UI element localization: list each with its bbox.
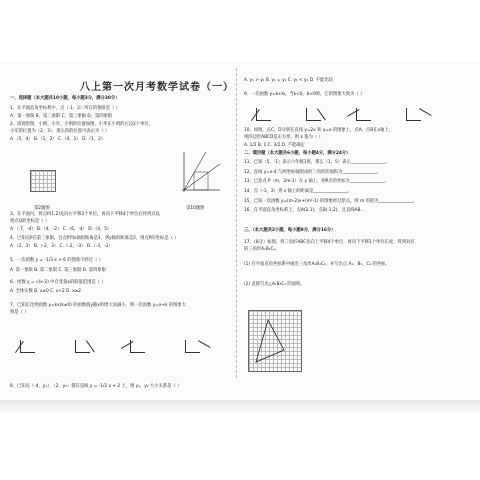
left-text-line: A.（2，3） B.（-2，3） C.（-2，-3） D.（-3，-2） <box>10 244 113 249</box>
right-text-line: 13、已知点 P（m，2m-1）在 y 轴上，则P点的坐标为________________。 <box>244 179 389 184</box>
q7-option-b-graph <box>75 340 90 353</box>
q9-option-c-graph <box>356 108 371 121</box>
right-text-line: 的三角形A₁B₁C₁。 <box>244 247 280 252</box>
right-text-line: (1) 在平面直角坐标系中画出三角形A₁B₁C₁，并写出点 A₁、B₁、C₁ 的坐标。 <box>244 262 390 267</box>
q2-figure-caption: 第2题图 <box>34 206 50 211</box>
left-text-line: 7、已知正比例函数 y=kx(k≠0) 的函数值y随x的增大而减小，则一次函数 y=x+k 的图象大 <box>10 303 187 308</box>
left-text-line: 一、选择题（本大题共10小题，每小题3分，满分30分） <box>10 96 120 101</box>
left-text-line: 3、在平面内，将点P(1,2)先向右平移3个单位，再向下平移4个单位后得到点Q， <box>10 212 164 217</box>
right-text-line: 10、如图，点C，D分别在直线 y=2x 和 y=x 的图象上，点A，点B在x轴上， <box>244 128 393 133</box>
q7-option-d-graph <box>185 340 200 353</box>
q10-figure-caption: 第10题图 <box>186 206 205 211</box>
left-text-line: 6、函数 y = √(x-2) 中自变量x的取值范围是（ ） <box>10 280 106 285</box>
left-text-line: A、第一象限 B、第二象限 C、第三象限 D、第四象限 <box>10 114 113 119</box>
right-text-line: 14、点（-3，2）到 x 轴上的距离是________________。 <box>244 189 352 194</box>
right-text-line: 9、一次函数 y=kx-b，当k<0，b<0时，它的图象大致为（ ） <box>244 92 365 97</box>
q9-option-b-graph <box>306 108 321 121</box>
right-text-line: 二、填空题（本大题共6小题，每小题4分，满分24分） <box>244 151 351 156</box>
left-text-line: A. 第一象限 B. 第二象限 C. 第三象限 D. 第四象限 <box>10 268 106 273</box>
q9-option-a-graph <box>256 108 271 121</box>
left-text-line: A.（5，4） B.（1，2） C.（4，1） D.（1，2） <box>10 137 106 142</box>
left-text-line: 1、在平面直角坐标系中，点（-1，2）所在的象限是（ ） <box>10 106 120 111</box>
right-text-line: 16、在平面直角坐标系上，点A(2,1)，点B(-1,2)，且直线AB... <box>244 208 365 213</box>
right-text-line: (2) 直接写出△A₁B₁C₁ 的面积。 <box>244 282 305 287</box>
q7-option-c-graph <box>130 340 145 353</box>
left-text-line: 8、已知点（-4，y₁），（2，y₂）都在直线 y = -1/2 x + 2 上，则 y₁，y₂ 大小关系是（ ） <box>10 384 182 389</box>
left-text-line: A. 全体实数 B. x≠0 C. x<2 D. x≥2 <box>10 289 81 294</box>
right-text-line: 12、直线 y=x-4 与两坐标轴围成的三角形的面积为________________。 <box>244 170 382 175</box>
left-text-line: 则点Q的坐标是（ ） <box>10 219 50 224</box>
left-text-line: 2、请观察图，小明、小军、小明的位置如图，小华在小明的右边2个单位， <box>10 122 153 127</box>
paper-shadow <box>0 400 480 414</box>
right-text-line: 三、（本大题共2小题，每小题8分，满分16分） <box>244 228 336 233</box>
left-text-line: A.（-7，-4） B.（4，-2） C.（6，-4） D.（4，5） <box>10 227 112 232</box>
q10-graph-figure <box>178 150 222 194</box>
right-text-line: A. y₁ > y₂ B. y₁ = y₂ C. y₁ < y₂ D. 不能比较 <box>244 78 333 83</box>
left-text-line: 致是（ ） <box>10 310 29 315</box>
right-text-line: 则四边形ABCD是正方形，则 k 值为（ ） <box>244 135 323 140</box>
right-text-line: 11、已知（5，-1）表示六年级1班，那么（1，5）表示________________。 <box>244 160 390 165</box>
right-text-line: 15、已知一次函数 y=(m-2)x+(m²-1) 的图象经过原点，则 m 的值为________________。 <box>244 199 418 204</box>
q9-option-d-graph <box>406 108 421 121</box>
right-text-line: A. 1/2 B. 1 C. 3/2 D. 不能确定 <box>244 143 305 148</box>
left-text-line: 小军的位置为（2，3），那么你的位置可表示为（ ） <box>10 129 110 134</box>
q17-triangle <box>248 310 300 370</box>
q2-grid-figure <box>30 170 56 192</box>
left-text-line: 5、一次函数 y = -1/3 x + 6 的图象不经过（ ） <box>10 258 104 263</box>
column-divider <box>236 68 238 378</box>
right-text-line: 17、（8分）如图，将三角形ABC先向上平移4个单位，再向下平移1个单位长度，得到对应 <box>244 240 415 245</box>
q7-option-a-graph <box>20 340 35 353</box>
left-text-line: 4、已知点P在第三象限，且点P到x轴的距离是3，到y轴的距离是2，则点P的坐标是（ ） <box>10 236 179 241</box>
page-title: 八上第一次月考数学试卷（一） <box>80 82 234 93</box>
